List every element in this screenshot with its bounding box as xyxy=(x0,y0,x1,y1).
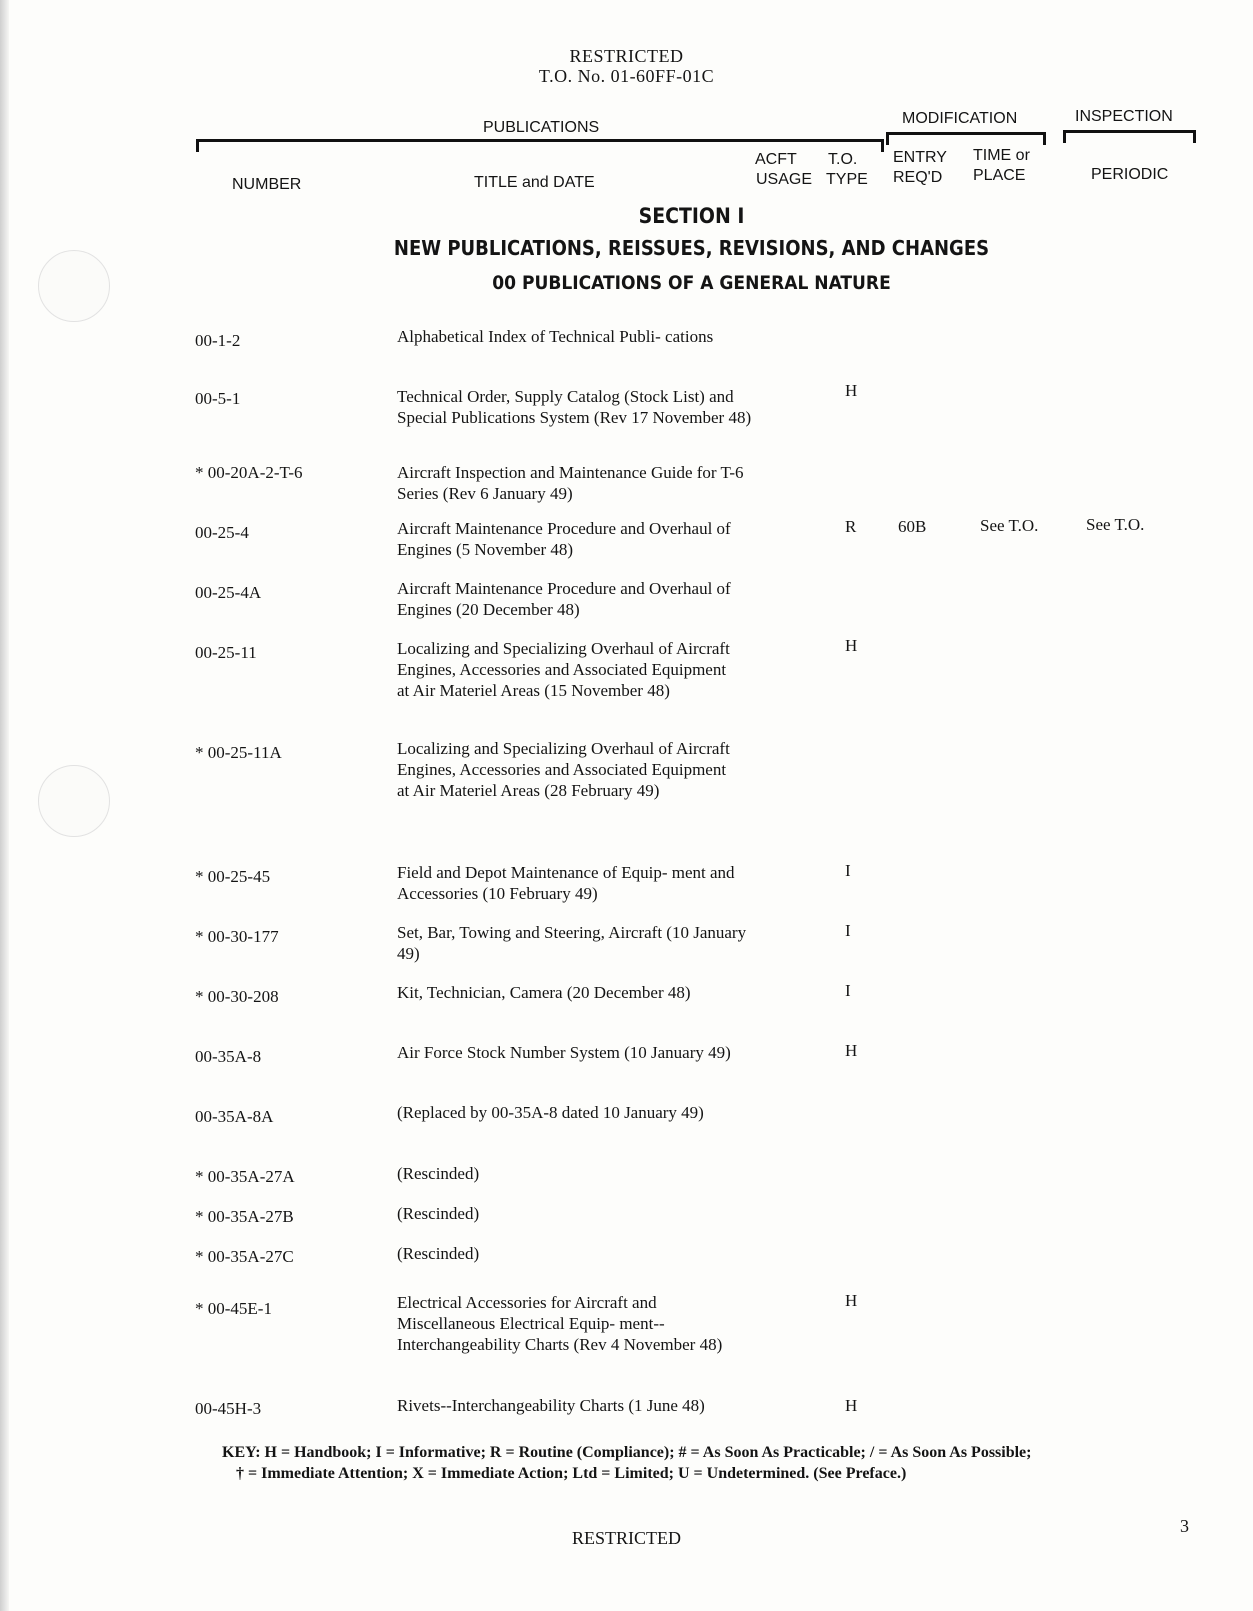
key-line-2: † = Immediate Attention; X = Immediate Action; Ltd = Limited; U = Undetermined. (See Preface.) xyxy=(236,1465,907,1482)
publication-number: * 00-35A-27B xyxy=(195,1207,294,1226)
to-type: H xyxy=(845,381,858,400)
entry-reqd: 60B xyxy=(898,517,927,536)
to-type: H xyxy=(845,1041,858,1060)
publication-title: (Rescinded) xyxy=(397,1244,480,1263)
modification-bracket xyxy=(886,132,1046,145)
section-group-heading: 00 PUBLICATIONS OF A GENERAL NATURE xyxy=(492,272,891,294)
page-number: 3 xyxy=(1180,1516,1189,1536)
publication-title: Localizing and Specializing Overhaul of Aircraft Engines, Accessories and Associated Equipment at Air Materiel Areas (15 November 48) xyxy=(397,639,730,700)
legend-key xyxy=(222,1442,1222,1484)
entry-header: ENTRY xyxy=(893,149,947,166)
publication-title: Aircraft Inspection and Maintenance Guide for T-6 Series (Rev 6 January 49) xyxy=(397,463,744,503)
inspection-label: INSPECTION xyxy=(1075,108,1173,125)
type-header: TYPE xyxy=(826,171,868,188)
publication-number: * 00-20A-2-T-6 xyxy=(195,463,303,482)
publication-number: * 00-30-208 xyxy=(195,987,279,1006)
inspection-bracket xyxy=(1063,130,1196,143)
title-date-header: TITLE and DATE xyxy=(474,174,595,191)
publication-title: Alphabetical Index of Technical Publi- cations xyxy=(397,327,714,346)
publication-number: * 00-45E-1 xyxy=(195,1299,272,1318)
publication-number: 00-25-4A xyxy=(195,583,262,602)
to-type: H xyxy=(845,636,858,655)
section-heading: SECTION I xyxy=(638,204,745,228)
publication-number: * 00-35A-27A xyxy=(195,1167,295,1186)
publication-title: (Rescinded) xyxy=(397,1204,480,1223)
publication-title: Air Force Stock Number System (10 January 49) xyxy=(397,1043,731,1062)
publication-title: Field and Depot Maintenance of Equip- ment and Accessories (10 February 49) xyxy=(397,863,735,903)
to-number: T.O. No. 01-60FF-01C xyxy=(538,66,715,86)
time-or-header: TIME or xyxy=(973,147,1030,164)
publication-number: 00-25-4 xyxy=(195,523,249,542)
publication-title: (Rescinded) xyxy=(397,1164,480,1183)
publication-number: 00-45H-3 xyxy=(195,1399,262,1418)
usage-header: USAGE xyxy=(756,171,813,188)
publication-title: Rivets--Interchangeability Charts (1 June 48) xyxy=(397,1396,705,1415)
publication-title: Technical Order, Supply Catalog (Stock List) and Special Publications System (Rev 17 November 48) xyxy=(397,387,752,427)
restricted-header: RESTRICTED xyxy=(569,46,684,66)
to-type: H xyxy=(845,1291,858,1310)
reqd-header: REQ'D xyxy=(893,169,943,186)
modification-label: MODIFICATION xyxy=(902,110,1018,127)
publication-title: Kit, Technician, Camera (20 December 48) xyxy=(397,983,691,1002)
to-type: I xyxy=(845,861,851,880)
place-header: PLACE xyxy=(973,167,1026,184)
time-or-place: See T.O. xyxy=(980,516,1039,535)
publication-number: 00-5-1 xyxy=(195,389,241,408)
publication-title: Electrical Accessories for Aircraft and Miscellaneous Electrical Equip- ment--Interchangeability Charts (Rev 4 November 48) xyxy=(397,1293,723,1354)
publications-label: PUBLICATIONS xyxy=(483,119,600,136)
key-line-1: KEY: H = Handbook; I = Informative; R = Routine (Compliance); # = As Soon As Practicable; / = As Soon As Possible; xyxy=(222,1444,1032,1461)
publication-title: (Replaced by 00-35A-8 dated 10 January 49) xyxy=(397,1103,704,1122)
publication-title: Aircraft Maintenance Procedure and Overhaul of Engines (20 December 48) xyxy=(397,579,731,619)
restricted-footer: RESTRICTED xyxy=(571,1528,681,1548)
to-type: I xyxy=(845,981,851,1000)
to-header: T.O. xyxy=(828,151,858,168)
periodic-inspection: See T.O. xyxy=(1086,515,1145,534)
publication-title: Set, Bar, Towing and Steering, Aircraft (10 January 49) xyxy=(397,923,747,963)
publication-number: * 00-30-177 xyxy=(195,927,279,946)
section-subheading: NEW PUBLICATIONS, REISSUES, REVISIONS, AND CHANGES xyxy=(393,236,990,260)
to-type: H xyxy=(845,1396,858,1415)
publication-number: 00-25-11 xyxy=(195,643,257,662)
publication-number: 00-1-2 xyxy=(195,331,241,350)
publication-number: * 00-35A-27C xyxy=(195,1247,294,1266)
publication-number: 00-35A-8A xyxy=(195,1107,274,1126)
publication-title: Aircraft Maintenance Procedure and Overhaul of Engines (5 November 48) xyxy=(397,519,731,559)
to-type: I xyxy=(845,921,851,940)
publication-number: * 00-25-45 xyxy=(195,867,271,886)
periodic-header: PERIODIC xyxy=(1091,166,1169,183)
acft-header: ACFT xyxy=(755,151,797,168)
publication-number: * 00-25-11A xyxy=(195,743,282,762)
to-type: R xyxy=(845,517,857,536)
publication-number: 00-35A-8 xyxy=(195,1047,262,1066)
number-header: NUMBER xyxy=(232,176,302,193)
publication-title: Localizing and Specializing Overhaul of Aircraft Engines, Accessories and Associated Equipment at Air Materiel Areas (28 February 49) xyxy=(397,739,730,800)
punch-hole-bottom xyxy=(38,765,110,837)
